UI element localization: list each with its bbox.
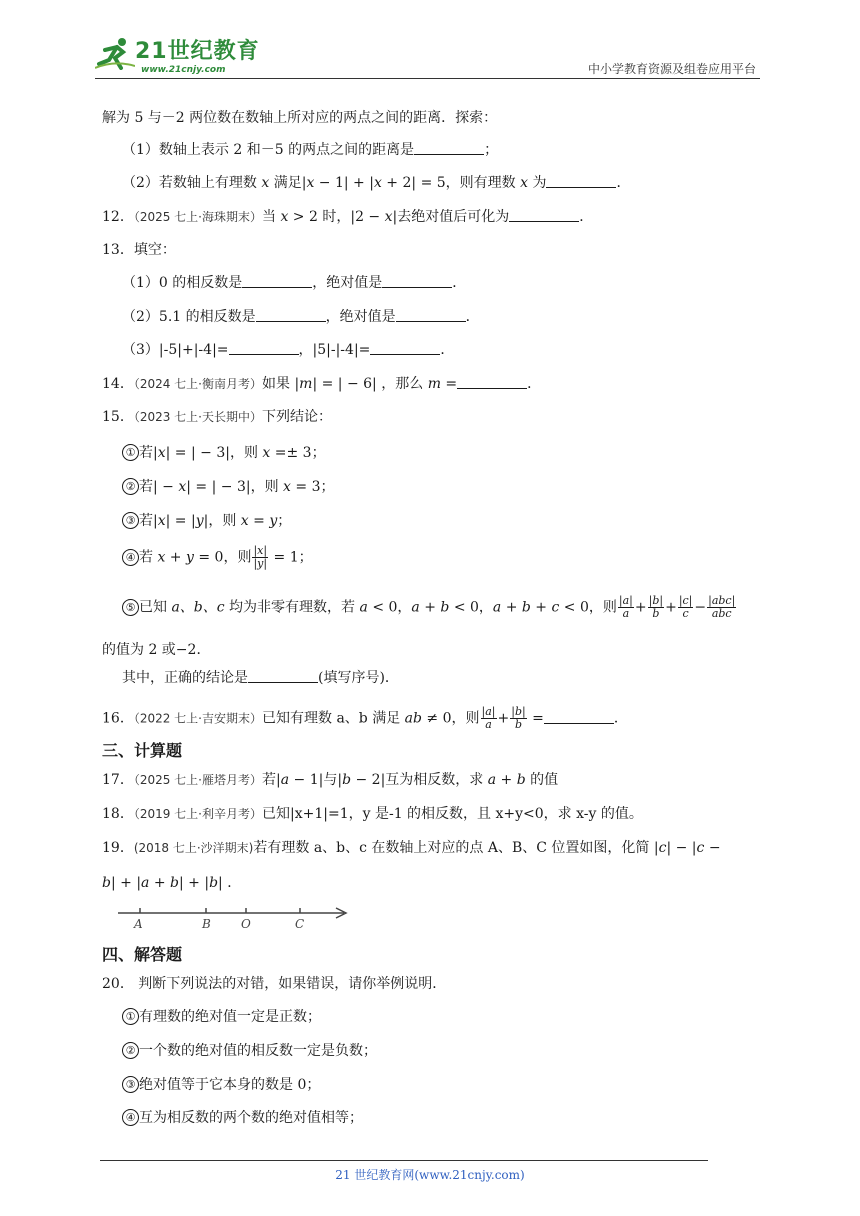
circled-number: ② <box>122 1042 139 1059</box>
q20-statement-2 <box>122 1041 377 1061</box>
operator: + <box>665 599 677 616</box>
text: ． <box>616 175 631 191</box>
circled-number: ① <box>122 1008 139 1025</box>
text: ； <box>277 513 292 529</box>
math-expr: a + b <box>487 772 526 788</box>
text: | = | − 3|，则 <box>165 445 263 461</box>
question-17 <box>102 770 558 790</box>
math-var: x <box>157 513 166 529</box>
text: − 1| + | <box>314 175 374 191</box>
math-expr: a + b <box>141 875 179 891</box>
math-var: c <box>658 840 667 856</box>
denominator: a <box>485 718 492 731</box>
fraction <box>648 595 664 620</box>
denominator: c <box>682 607 689 620</box>
math-var: x <box>157 549 166 566</box>
math-var: a <box>359 599 368 616</box>
text: (填写序号)． <box>318 670 399 686</box>
fraction <box>618 595 634 620</box>
operator: + <box>497 710 510 727</box>
q15-statement-5-cont <box>102 640 210 660</box>
text: 均为非零有理数，若 <box>224 599 360 616</box>
answer-blank[interactable] <box>256 307 326 322</box>
math-var: x <box>262 445 271 461</box>
text: 一个数的绝对值的相反数一定是负数； <box>139 1043 377 1059</box>
text: 下列结论： <box>262 409 332 425</box>
header-tagline: 中小学教育资源及组卷应用平台 <box>587 62 756 76</box>
question-number: 12． <box>102 209 134 225</box>
question-source: （2025 七上·雁塔月考） <box>133 773 262 787</box>
point-label-c: C <box>295 917 305 931</box>
text: 13．填空： <box>102 242 176 258</box>
text: 若| <box>139 513 158 529</box>
text: ，|5|-|-4|= <box>298 342 371 358</box>
text: | = | − 6| ，那么 <box>312 376 428 392</box>
text: 其中，正确的结论是 <box>122 670 248 686</box>
denominator: a <box>622 607 630 620</box>
text: （1）数轴上表示 2 和－5 的两点之间的距离是 <box>122 142 415 158</box>
math-var: m <box>299 376 313 392</box>
answer-blank[interactable] <box>396 307 466 322</box>
math-var: x <box>280 209 289 225</box>
question-15 <box>102 407 332 427</box>
number-line-figure <box>118 903 350 933</box>
numerator: |abc| <box>708 594 736 607</box>
question-19 <box>102 838 721 858</box>
math-expr: a + b + c <box>492 599 560 616</box>
footer-text[interactable]: 21 世纪教育网(www.21cnjy.com) <box>335 1168 525 1182</box>
fraction <box>678 595 694 620</box>
question-number: 17． <box>102 772 134 788</box>
math-var: a <box>280 772 290 788</box>
q15-statement-4 <box>122 545 313 570</box>
numerator: |b| <box>648 594 664 607</box>
text: ，绝对值是 <box>312 275 383 291</box>
text: | ． <box>218 875 242 891</box>
question-number: 18． <box>102 806 134 822</box>
numerator: |c| <box>678 594 693 607</box>
answer-blank[interactable] <box>229 340 299 355</box>
text: | − | <box>666 840 697 856</box>
question-12 <box>102 207 593 227</box>
math-var: a、b、c <box>171 599 225 616</box>
denominator: b <box>514 718 522 731</box>
math-var: x <box>240 513 249 529</box>
point-label-a: A <box>134 917 143 931</box>
denominator: abc <box>711 607 732 620</box>
text: 若 <box>139 549 158 566</box>
runner-logo-icon <box>95 36 135 70</box>
text: ． <box>579 209 594 225</box>
question-number: 19． <box>102 840 134 856</box>
text: 若| − <box>139 479 179 495</box>
numerator: |a| <box>481 705 496 718</box>
numerator: |a| <box>618 594 633 607</box>
q13-part1 <box>122 273 466 293</box>
q20-statement-4 <box>122 1108 363 1128</box>
numerator: |x| <box>253 544 268 557</box>
circled-number: ③ <box>122 1076 139 1093</box>
text: ． <box>527 376 542 392</box>
question-source: （2019 七上·利辛月考） <box>133 807 262 821</box>
answer-blank[interactable] <box>370 340 440 355</box>
answer-blank[interactable] <box>546 173 616 188</box>
fraction <box>707 595 736 620</box>
question-14 <box>102 374 541 394</box>
answer-blank[interactable] <box>544 709 614 724</box>
circled-number: ① <box>122 444 139 461</box>
circled-number: ③ <box>122 512 139 529</box>
math-var: y <box>195 513 204 529</box>
q15-statement-2 <box>122 477 335 497</box>
answer-blank[interactable] <box>382 273 452 288</box>
math-var: x <box>306 175 315 191</box>
question-13 <box>102 240 176 260</box>
text: 互为相反数的两个数的绝对值相等； <box>139 1110 363 1126</box>
text: ． <box>465 309 480 325</box>
math-var: b <box>342 772 352 788</box>
text: 的值为 2 或−2． <box>102 642 211 658</box>
fraction <box>510 706 526 731</box>
fraction <box>252 545 268 570</box>
q15-statement-1 <box>122 443 326 463</box>
text: ≠ 0，则 <box>421 710 480 727</box>
q11-part1 <box>122 140 498 160</box>
text: | + | <box>110 875 142 891</box>
math-var: x <box>373 175 382 191</box>
site-logo <box>95 32 265 78</box>
question-19-cont <box>102 873 241 893</box>
math-var: x <box>157 445 166 461</box>
logo-url: www.21cnjy.com <box>141 65 226 75</box>
fraction <box>481 706 497 731</box>
text: 若| <box>262 772 281 788</box>
text: = 3； <box>290 479 335 495</box>
text: 有理数的绝对值一定是正数； <box>139 1009 321 1025</box>
text: （2）若数轴上有理数 <box>122 175 262 191</box>
point-label-o: O <box>241 917 251 931</box>
text: 已知|x+1|=1，y 是-1 的相反数，且 x+y<0，求 x-y 的值。 <box>262 806 643 822</box>
circled-number: ④ <box>122 1109 139 1126</box>
text: 解为 5 与－2 两位数在数轴上所对应的两点之间的距离．探索： <box>102 110 498 126</box>
point-label-b: B <box>202 917 211 931</box>
text: | = | <box>165 513 196 529</box>
math-var: x <box>283 479 291 495</box>
q13-part2 <box>122 307 480 327</box>
question-number: 16． <box>102 710 134 727</box>
page-header <box>95 30 760 80</box>
text: | = | − 3|，则 <box>186 479 284 495</box>
math-var: x <box>261 175 270 191</box>
question-source: （2025 七上·海珠期末） <box>133 210 262 224</box>
denominator: |y| <box>253 557 268 570</box>
text: ． <box>613 710 628 727</box>
math-var: y <box>186 549 194 566</box>
operator: + <box>634 599 647 616</box>
math-var: ab <box>404 710 422 727</box>
text: 已知有理数 a、b 满足 <box>262 710 405 727</box>
math-var: x <box>520 175 529 191</box>
text: 如果 | <box>262 376 300 392</box>
text: < 0，则 <box>559 599 617 616</box>
text: − 1|与| <box>289 772 343 788</box>
math-var: x <box>384 209 393 225</box>
math-var: b <box>102 875 111 891</box>
text: 满足| <box>269 175 307 191</box>
text: = <box>527 710 544 727</box>
circled-number: ④ <box>122 549 139 566</box>
text: < 0， <box>449 599 493 616</box>
text: < 0， <box>367 599 412 616</box>
question-source: （2022 七上·吉安期末） <box>133 711 262 726</box>
answer-blank[interactable] <box>457 374 527 389</box>
text: 已知 <box>139 599 172 616</box>
q13-part3 <box>122 340 454 360</box>
text: （3）|-5|+|-4|= <box>122 342 229 358</box>
q15-statement-3 <box>122 511 291 531</box>
text: | + | <box>179 875 210 891</box>
text: 若| <box>139 445 158 461</box>
q15-statement-5 <box>122 595 737 620</box>
question-18 <box>102 804 643 824</box>
q11-part2 <box>122 173 630 193</box>
question-20 <box>102 974 446 994</box>
text: 当 <box>262 209 281 225</box>
text: （1）0 的相反数是 <box>122 275 243 291</box>
math-var: c <box>696 840 705 856</box>
text: 为 <box>528 175 547 191</box>
question-source: (2018 七上·沙洋期末) <box>133 841 254 855</box>
text: − 2|互为相反数，求 <box>351 772 488 788</box>
text: + <box>165 549 186 566</box>
text: = 1； <box>269 549 313 566</box>
answer-blank[interactable] <box>509 207 579 222</box>
answer-blank[interactable] <box>242 273 312 288</box>
text: 的值 <box>525 772 559 788</box>
text: = <box>440 376 458 392</box>
circled-number: ⑤ <box>122 599 139 616</box>
math-var: b <box>209 875 219 891</box>
q15-answer-line <box>122 668 399 688</box>
question-source: （2024 七上·衡南月考） <box>133 377 262 391</box>
text: − <box>704 840 721 856</box>
text: |去绝对值后可化为 <box>392 209 510 225</box>
denominator: b <box>652 607 660 620</box>
math-var: y <box>269 513 278 529</box>
operator: − <box>694 599 707 616</box>
text: =± 3； <box>270 445 326 461</box>
text: = <box>248 513 270 529</box>
text: > 2 时，|2 − <box>288 209 385 225</box>
numerator: |b| <box>511 705 526 718</box>
footer-divider <box>100 1160 708 1161</box>
question-source: （2023 七上·天长期中） <box>133 410 262 424</box>
text: ． <box>452 275 467 291</box>
section-heading-3: 三、计算题 <box>102 741 183 760</box>
text: （2）5.1 的相反数是 <box>122 309 256 325</box>
q20-statement-1 <box>122 1007 321 1027</box>
answer-blank[interactable] <box>248 668 318 683</box>
answer-blank[interactable] <box>414 140 484 155</box>
text: ，绝对值是 <box>325 309 396 325</box>
text: + 2| = 5，则有理数 <box>381 175 521 191</box>
section-heading-4: 四、解答题 <box>102 945 183 964</box>
circled-number: ② <box>122 478 139 495</box>
text: ． <box>440 342 455 358</box>
question-16 <box>102 706 628 731</box>
text: ； <box>484 142 499 158</box>
q20-statement-3 <box>122 1075 320 1095</box>
text: 若有理数 a、b、c 在数轴上对应的点 A、B、C 位置如图，化简 | <box>253 840 659 856</box>
text: |，则 <box>203 513 241 529</box>
header-divider <box>95 78 760 79</box>
question-number: 15． <box>102 409 134 425</box>
math-expr: a + b <box>411 599 450 616</box>
text: = 0，则 <box>193 549 252 566</box>
text: 绝对值等于它本身的数是 0； <box>139 1077 321 1093</box>
math-var: x <box>178 479 187 495</box>
intro-line <box>102 108 497 128</box>
logo-text: 21世纪教育 <box>135 39 260 64</box>
text: 20． 判断下列说法的对错，如果错误，请你举例说明． <box>102 976 447 992</box>
question-number: 14． <box>102 376 134 392</box>
math-var: m <box>427 376 441 392</box>
